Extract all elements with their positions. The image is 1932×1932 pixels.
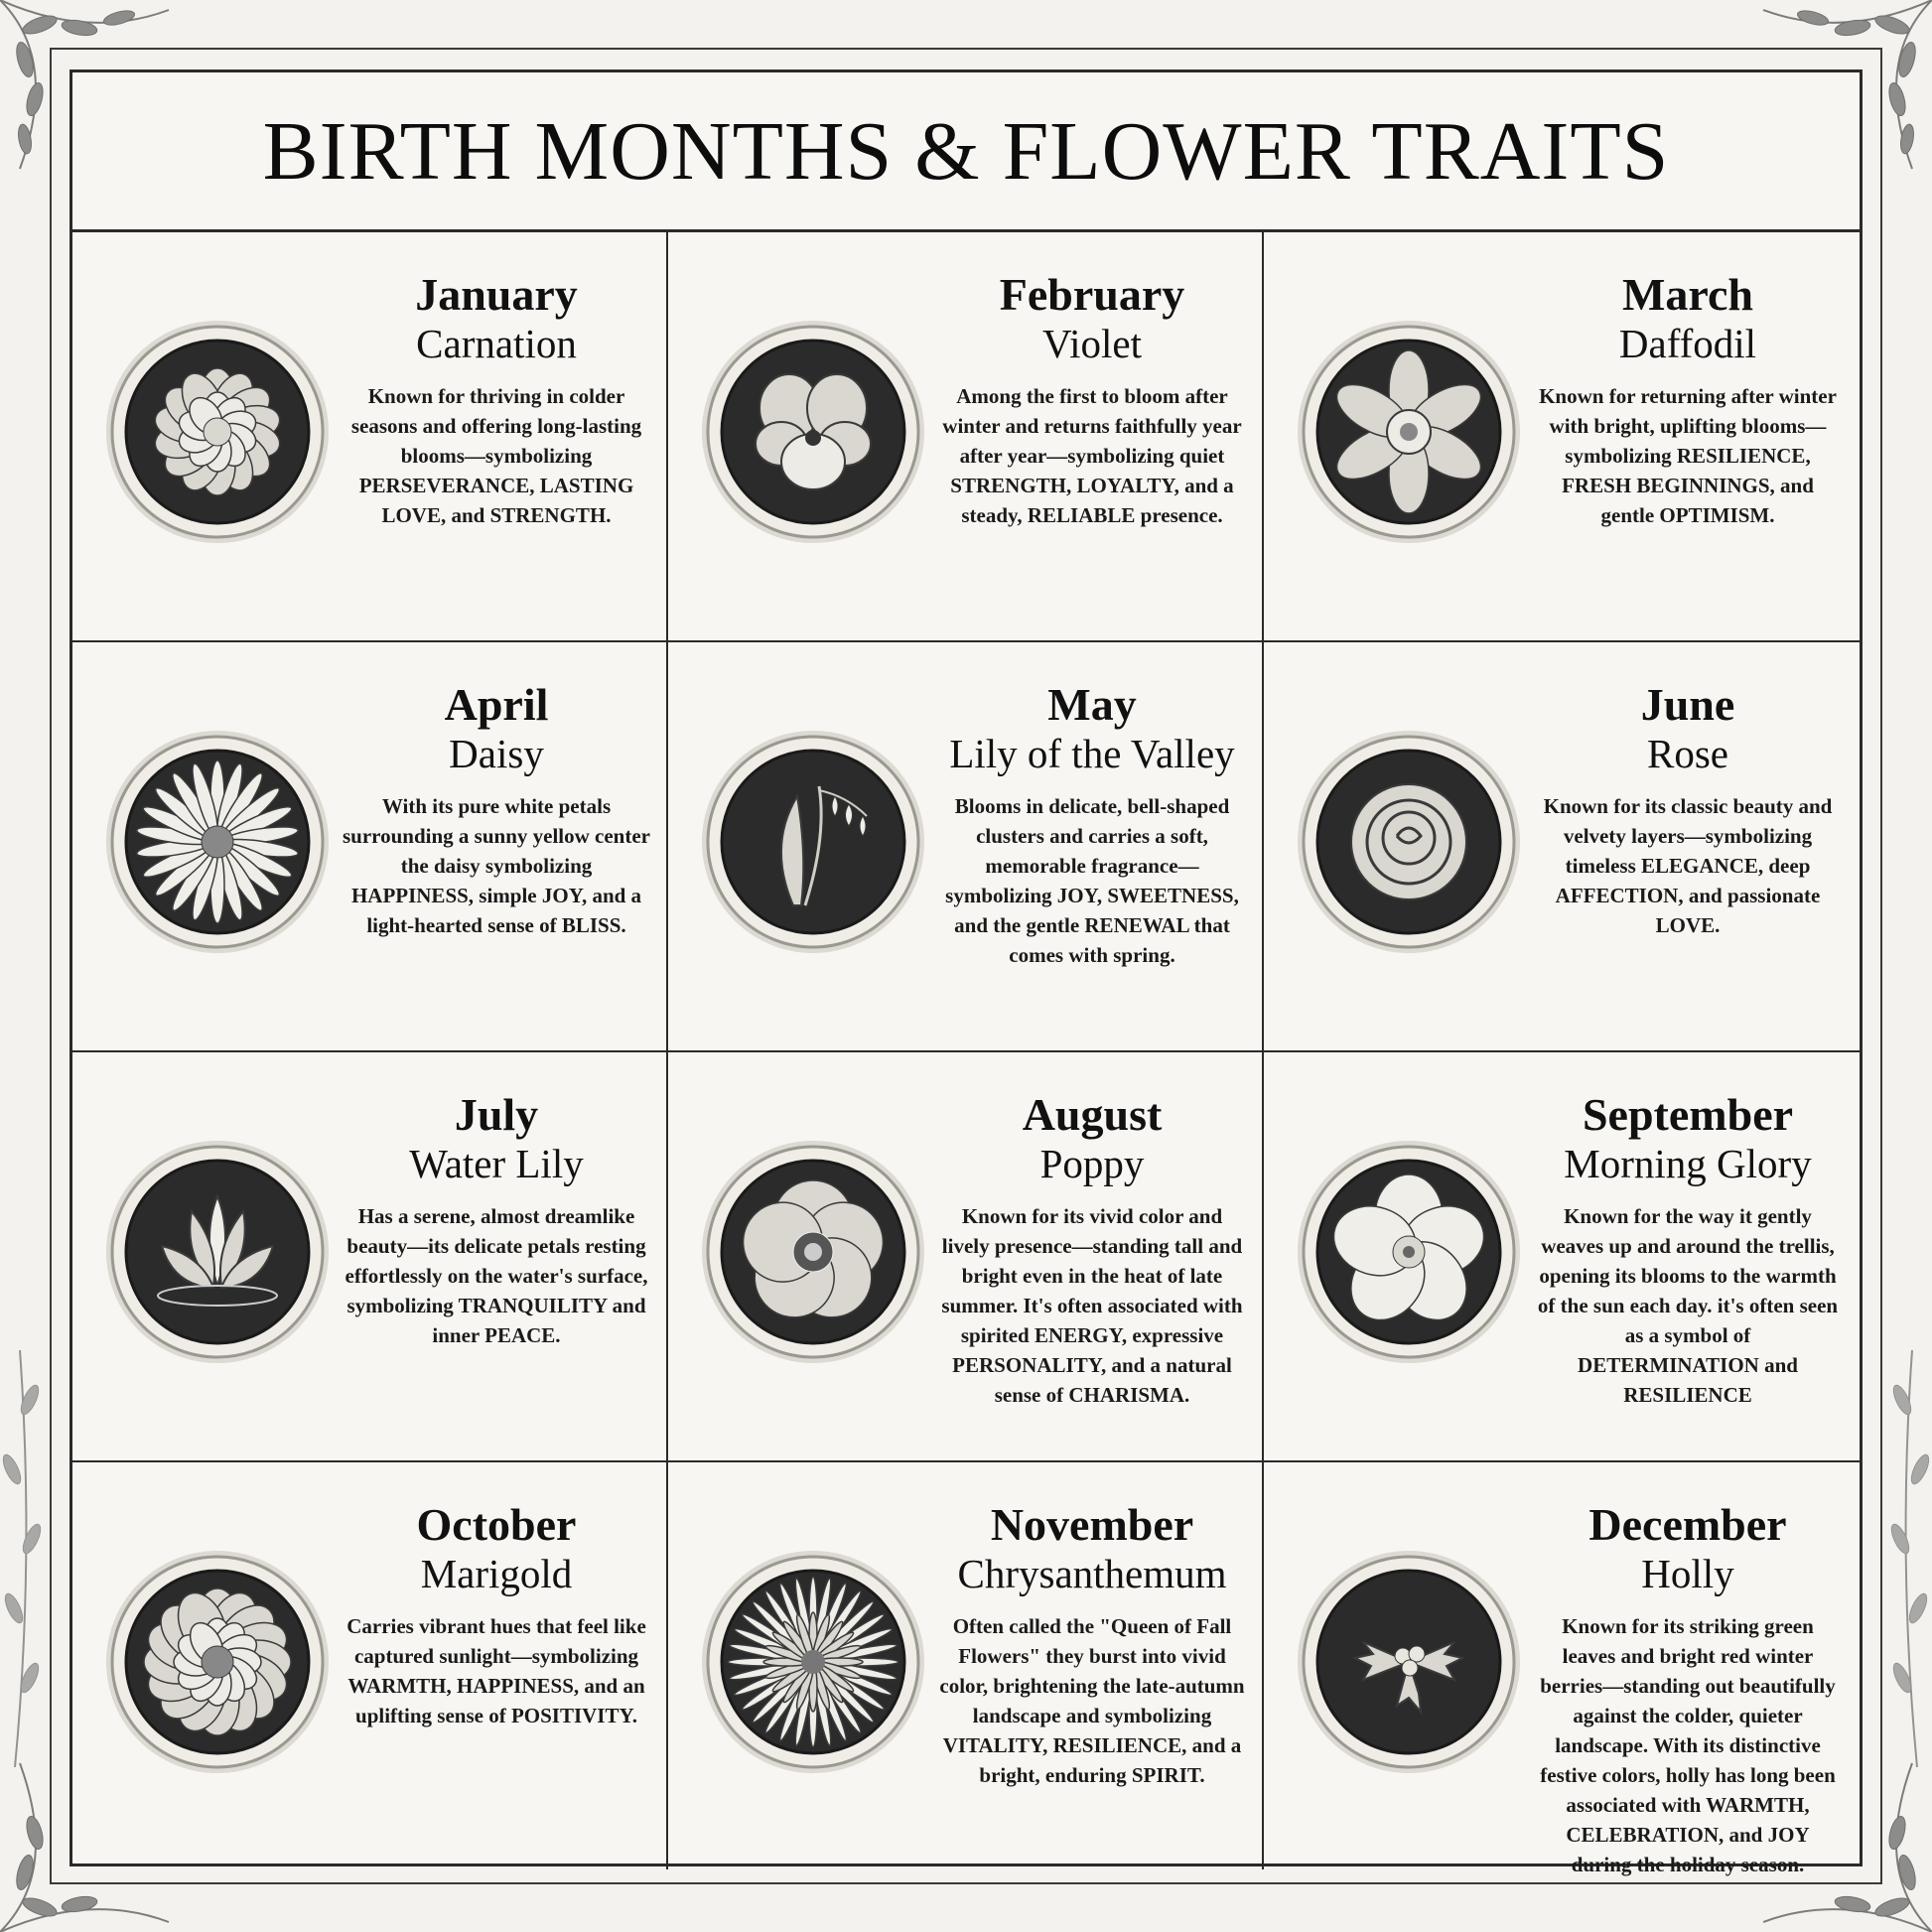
card-text (343, 270, 650, 530)
card-text (1534, 1090, 1842, 1410)
flower-description: Carries vibrant hues that feel like captured sunlight—symbolizing WARMTH, HAPPINESS, and an uplifting sense of POSITIVITY. (346, 1614, 646, 1727)
month-name: December (1588, 1499, 1787, 1550)
chart-frame (69, 69, 1863, 1876)
flower-description: Known for the way it gently weaves up and around the trellis, opening its blooms to the warmth of the sun each day. it's often seen as a symbol of DETERMINATION and RESILIENCE (1537, 1204, 1839, 1407)
page-title: BIRTH MONTHS & FLOWER TRAITS (262, 104, 1670, 198)
marigold-icon (102, 1547, 333, 1777)
water-lily-icon (102, 1137, 333, 1367)
month-grid (72, 232, 1860, 1876)
daffodil-icon (1294, 317, 1524, 547)
flower-description: Blooms in delicate, bell-shaped clusters and carries a soft, memorable fragrance—symbolizing JOY, SWEETNESS, and the gentle RENEWAL that comes with spring. (945, 794, 1239, 967)
month-name: March (1621, 269, 1753, 320)
month-name: April (444, 679, 549, 730)
month-name: November (990, 1499, 1194, 1550)
card-text (1534, 1500, 1842, 1879)
month-card-march (1264, 232, 1860, 642)
rose-icon (1294, 727, 1524, 957)
lily-of-the-valley-icon (698, 727, 928, 957)
card-text (343, 680, 650, 940)
month-name: January (415, 269, 578, 320)
month-card-july (72, 1052, 668, 1462)
flower-name: Poppy (1039, 1141, 1145, 1186)
card-text (938, 270, 1246, 530)
flower-name: Morning Glory (1564, 1141, 1812, 1186)
card-text (938, 1090, 1246, 1410)
card-text (343, 1500, 650, 1730)
month-card-may (668, 642, 1264, 1052)
flower-description: Known for its vivid color and lively presence—standing tall and bright even in the heat of late summer. It's often associated with spirited ENERGY, expressive PERSONALITY, and a natural sense of CHARISMA. (941, 1204, 1243, 1407)
month-name: October (416, 1499, 577, 1550)
morning-glory-icon (1294, 1137, 1524, 1367)
flower-description: Has a serene, almost dreamlike beauty—its delicate petals resting effortlessly on the water's surface, symbolizing TRANQUILITY and inner PEACE. (345, 1204, 648, 1347)
flower-description: Known for its classic beauty and velvety layers—symbolizing timeless ELEGANCE, deep AFFECTION, and passionate LOVE. (1543, 794, 1833, 937)
chrysanthemum-icon (698, 1547, 928, 1777)
flower-name: Daffodil (1618, 321, 1757, 366)
month-name: September (1582, 1089, 1794, 1140)
flower-name: Holly (1641, 1551, 1734, 1596)
month-card-february (668, 232, 1264, 642)
flower-name: Rose (1647, 731, 1728, 776)
flower-name: Lily of the Valley (949, 731, 1235, 776)
month-card-october (72, 1462, 668, 1869)
flower-description: Known for its striking green leaves and bright red winter berries—standing out beautifully against the colder, quieter landscape. With its distinctive festive colors, holly has long been associated with WARMTH, CELEBRATION, and JOY during the holiday season. (1540, 1614, 1836, 1876)
month-card-december (1264, 1462, 1860, 1876)
month-name: February (999, 269, 1185, 320)
card-text (343, 1090, 650, 1350)
flower-name: Carnation (416, 321, 577, 366)
flower-name: Daisy (449, 731, 544, 776)
violet-icon (698, 317, 928, 547)
holly-icon (1294, 1547, 1524, 1777)
month-name: July (454, 1089, 539, 1140)
flower-description: Known for thriving in colder seasons and offering long-lasting blooms—symbolizing PERSEVERANCE, LASTING LOVE, and STRENGTH. (350, 384, 642, 527)
card-text (938, 1500, 1246, 1790)
month-card-april (72, 642, 668, 1052)
carnation-icon (102, 317, 333, 547)
month-name: August (1022, 1089, 1163, 1140)
flower-description: Known for returning after winter with bright, uplifting blooms—symbolizing RESILIENCE, FRESH BEGINNINGS, and gentle OPTIMISM. (1539, 384, 1837, 527)
flower-name: Violet (1041, 321, 1143, 366)
month-name: May (1047, 679, 1137, 730)
flower-name: Water Lily (409, 1141, 584, 1186)
month-card-september (1264, 1052, 1860, 1462)
month-name: June (1640, 679, 1735, 730)
poppy-icon (698, 1137, 928, 1367)
month-card-january (72, 232, 668, 642)
month-card-august (668, 1052, 1264, 1462)
card-text (1534, 270, 1842, 530)
title-bar (72, 72, 1860, 232)
card-text (1534, 680, 1842, 940)
flower-description: With its pure white petals surrounding a sunny yellow center the daisy symbolizing HAPPINESS, simple JOY, and a light-hearted sense of BLISS. (343, 794, 650, 937)
flower-description: Often called the "Queen of Fall Flowers" they burst into vivid color, brightening the late-autumn landscape and symbolizing VITALITY, RESILIENCE, and a bright, enduring SPIRIT. (939, 1614, 1245, 1787)
month-card-june (1264, 642, 1860, 1052)
month-card-november (668, 1462, 1264, 1869)
flower-name: Chrysanthemum (957, 1551, 1227, 1596)
daisy-icon (102, 727, 333, 957)
flower-description: Among the first to bloom after winter and returns faithfully year after year—symbolizing quiet STRENGTH, LOYALTY, and a steady, RELIABLE presence. (942, 384, 1242, 527)
flower-name: Marigold (420, 1551, 573, 1596)
card-text (938, 680, 1246, 970)
